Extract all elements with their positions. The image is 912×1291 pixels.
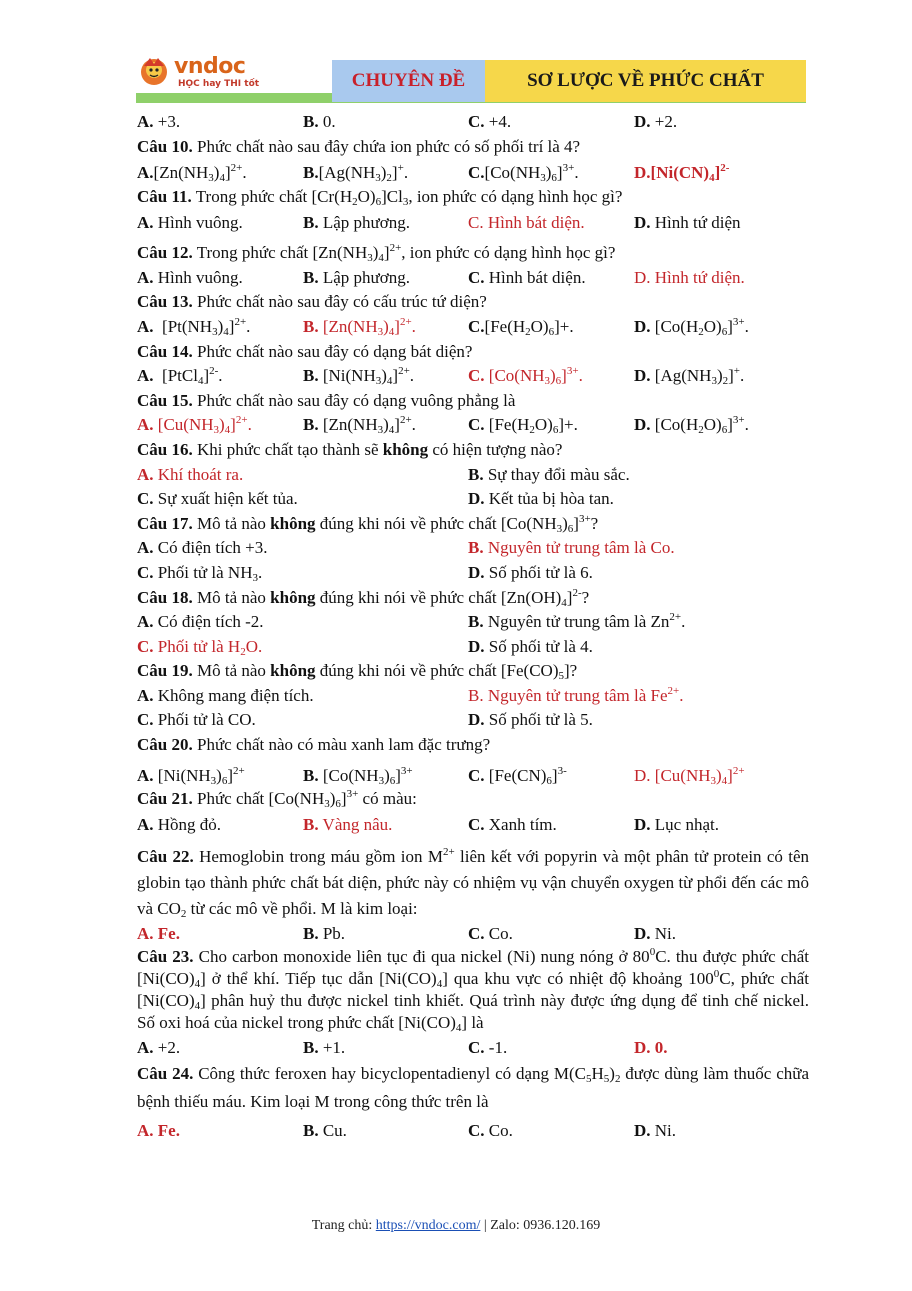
options-row xyxy=(137,561,809,586)
option-c-answer: C. Phối tử là $H_2O$. xyxy=(137,636,263,658)
option-b: B. Sự thay đổi màu sắc. xyxy=(468,464,630,484)
question-list xyxy=(137,110,809,1144)
question-12: Câu 12. Trong phức chất $[Zn(NH_3)_4]^{2+}$, ion phức có dạng hình học gì? xyxy=(137,241,616,264)
page-header xyxy=(136,56,806,108)
option-b: B. $[Co(NH_3)_6]^{3+}$ xyxy=(303,765,413,788)
options-row xyxy=(137,684,809,709)
option-d: D. $[Co(H_2O)_6]^{3+}$. xyxy=(634,414,749,437)
page-footer xyxy=(0,1218,912,1234)
option-c: C. Hình bát diện. xyxy=(468,267,586,287)
option-c: $C.[Co(NH_3)_6]^{3+}$. xyxy=(468,162,579,185)
question-23: Câu 23. Cho carbon monoxide liên tục đi qua nickel (Ni) nung nóng ở $80^0C$. thu được phức chất $[Ni(CO)_4]$ ở thể khí. Tiếp tục dẫn $[Ni(CO)_4]$ qua khu vực có nhiệt độ khoảng $100^0C$, phức chất $[Ni(CO)_4]$ phân huỷ thu được nickel tinh khiết. Quá trình này được ứng dụng để tinh chế nickel. Số oxi hoá của nickel trong phức chất $[Ni(CO)_4]$ là xyxy=(137,946,810,1035)
option-d: D. $[Co(H_2O)_6]^{3+}$. xyxy=(634,315,749,338)
question-18: Câu 18. Mô tả nào không đúng khi nói về phức chất $[Zn(OH)_4]^{2-}$? xyxy=(137,586,590,609)
question-24: Câu 24. Công thức feroxen hay bicyclopentadienyl có dạng $M(C_5H_5)_2$ được dùng làm thuốc chữa bệnh thiếu máu. Kim loại M trong công thức trên là xyxy=(137,1064,809,1112)
option-a-answer: A. Fe. xyxy=(137,1121,180,1141)
option-a: A. Hình vuông. xyxy=(137,267,243,287)
footer-prefix: Trang chủ: xyxy=(311,1218,376,1233)
options-row xyxy=(137,761,809,787)
option-b-answer: B. Nguyên tử trung tâm là Co. xyxy=(468,538,675,558)
option-d: D. Ni. xyxy=(634,923,677,943)
options-row xyxy=(137,210,809,238)
option-a: A. Có điện tích +3. xyxy=(137,538,268,558)
question-19: Câu 19. Mô tả nào không đúng khi nói về phức chất $[Fe(CO)_5]$? xyxy=(137,661,578,683)
footer-contact: | Zalo: 0936.120.169 xyxy=(480,1218,601,1233)
option-b-answer: B. Vàng nâu. xyxy=(303,814,393,834)
option-a: A. Hình vuông. xyxy=(137,212,243,232)
option-b: B. $[Zn(NH_3)_4]^{2+}$. xyxy=(303,414,416,437)
question-20: Câu 20. Phức chất nào có màu xanh lam đặc trưng? xyxy=(137,735,491,755)
options-row xyxy=(137,266,809,291)
question-22: Câu 22. Hemoglobin trong máu gồm ion $M^{2+}$ liên kết với popyrin và một phân tử protein có tên globin tạo thành phức chất bát diện, phức này có nhiệm vụ vận chuyển oxygen từ phổi đến các mô và $CO_2$ từ các mô về phổi. M là kim loại: xyxy=(137,845,809,920)
option-b: B. 0. xyxy=(303,112,336,131)
option-a-answer: A. Fe. xyxy=(137,923,180,943)
options-row xyxy=(137,812,809,840)
option-c: C. -1. xyxy=(468,1038,508,1058)
option-c: C. Co. xyxy=(468,1121,513,1141)
option-b: B. Lập phương. xyxy=(303,212,410,232)
option-c: C. Sự xuất hiện kết tủa. xyxy=(137,489,298,509)
options-row xyxy=(137,463,809,488)
options-row xyxy=(137,610,809,635)
option-d: D. Ni. xyxy=(634,1121,677,1141)
options-row xyxy=(137,536,809,561)
options-row xyxy=(137,922,809,947)
option-b-answer: B. Nguyên tử trung tâm là $Fe^{2+}$. xyxy=(468,684,684,705)
question-13: Câu 13. Phức chất nào sau đây có cấu trúc tứ diện? xyxy=(137,292,487,312)
option-b: B. Cu. xyxy=(303,1121,347,1141)
options-row xyxy=(137,487,809,512)
option-d: D. Kết tủa bị hòa tan. xyxy=(468,489,614,509)
option-c: C. Co. xyxy=(468,923,513,943)
topic-title: SƠ LƯỢC VỀ PHỨC CHẤT xyxy=(485,60,806,102)
mascot-icon xyxy=(136,54,172,90)
option-d: D. Hình tứ diện xyxy=(634,212,741,232)
option-c: C. +4. xyxy=(468,112,512,131)
option-c-answer: C. Hình bát diện. xyxy=(468,212,585,232)
option-a: A. Có điện tích -2. xyxy=(137,612,264,632)
option-d: D. Số phối tử là 4. xyxy=(468,636,593,656)
option-a: A. +2. xyxy=(137,1038,181,1058)
question-16: Câu 16. Khi phức chất tạo thành sẽ không có hiện tượng nào? xyxy=(137,439,563,459)
logo-wordmark: vndoc xyxy=(174,54,246,79)
option-c: C. $[Fe(CN)_6]^{3-}$ xyxy=(468,765,567,788)
options-row xyxy=(137,635,809,660)
option-d: D. Lục nhạt. xyxy=(634,814,719,834)
option-a: A. [PtCl$_4$]$^{2-}$. xyxy=(137,365,223,388)
option-c: $C.[Fe(H_2O)_6]+$. xyxy=(468,316,574,338)
option-a-answer: A. $[Cu(NH_3)_4]^{2+}$. xyxy=(137,414,252,437)
question-17: Câu 17. Mô tả nào không đúng khi nói về phức chất $[Co(NH_3)_6]^{3+}$? xyxy=(137,512,599,535)
option-d: D. +2. xyxy=(634,112,678,131)
option-a: A. Không mang điện tích. xyxy=(137,685,314,705)
question-14: Câu 14. Phức chất nào sau đây có dạng bát diện? xyxy=(137,341,473,361)
option-d: D. Số phối tử là 5. xyxy=(468,710,593,730)
homepage-link[interactable]: https://vndoc.com/ xyxy=(375,1218,481,1233)
question-11: Câu 11. Trong phức chất $[Cr(H_2O)_6]Cl_3$, ion phức có dạng hình học gì? xyxy=(137,187,623,209)
option-a: A. +3. xyxy=(137,112,181,131)
options-row xyxy=(137,1034,809,1060)
option-d-answer: D. 0. xyxy=(634,1038,668,1058)
option-b: B. Lập phương. xyxy=(303,267,410,287)
option-a: $A.[Zn(NH_3)_4]^{2+}$. xyxy=(137,162,247,185)
options-row xyxy=(137,1116,809,1144)
option-a: A. $[Pt(NH_3)_4]^{2+}$. xyxy=(137,315,251,338)
option-d: D. Số phối tử là 6. xyxy=(468,562,593,582)
option-b: B. $[Ni(NH_3)_4]^{2+}$. xyxy=(303,365,415,388)
option-d-answer: D. Hình tứ diện. xyxy=(634,267,745,287)
option-d-answer: D. $[Cu(NH_3)_4]^{2+}$ xyxy=(634,765,745,788)
options-row xyxy=(137,364,809,389)
question-15: Câu 15. Phức chất nào sau đây có dạng vuông phẳng là xyxy=(137,390,516,410)
option-b: B. Pb. xyxy=(303,923,346,943)
topic-label: CHUYÊN ĐỀ xyxy=(332,60,485,102)
option-d: D. $[Ag(NH_3)_2]^+$. xyxy=(634,365,745,388)
option-a: A. Hồng đỏ. xyxy=(137,814,222,834)
question-10: Câu 10. Phức chất nào sau đây chứa ion phức có số phối trí là 4? xyxy=(137,136,581,156)
options-row xyxy=(137,315,809,340)
question-21: Câu 21. Phức chất $[Co(NH_3)_6]^{3+}$ có màu: xyxy=(137,788,417,811)
option-c-answer: C. $[Co(NH_3)_6]^{3+}$. xyxy=(468,365,583,388)
vndoc-logo[interactable] xyxy=(136,56,326,96)
options-row xyxy=(137,110,809,135)
option-b: $B.[Ag(NH_3)_2]^+$. xyxy=(303,162,409,185)
option-b-answer: B. $[Zn(NH_3)_4]^{2+}$. xyxy=(303,315,416,338)
options-row xyxy=(137,159,809,185)
option-a: A. $[Ni(NH_3)_6]^{2+}$ xyxy=(137,765,245,788)
logo-tagline: HỌC hay THI tốt xyxy=(178,79,260,89)
option-c: C. Phối tử là CO. xyxy=(137,710,256,730)
option-b: B. Nguyên tử trung tâm là $Zn^{2+}$. xyxy=(468,611,686,632)
option-c: C. $[Fe(H_2O)_6]+$. xyxy=(468,415,578,437)
option-b: B. +1. xyxy=(303,1038,346,1058)
option-a-answer: A. Khí thoát ra. xyxy=(137,464,244,484)
options-row xyxy=(137,708,809,733)
option-c: C. Phối tử là $NH_3$. xyxy=(137,562,263,584)
option-d-answer: $D.[Ni(CN)_4]^{2-}$ xyxy=(634,162,730,185)
option-c: C. Xanh tím. xyxy=(468,814,557,834)
options-row xyxy=(137,413,809,438)
